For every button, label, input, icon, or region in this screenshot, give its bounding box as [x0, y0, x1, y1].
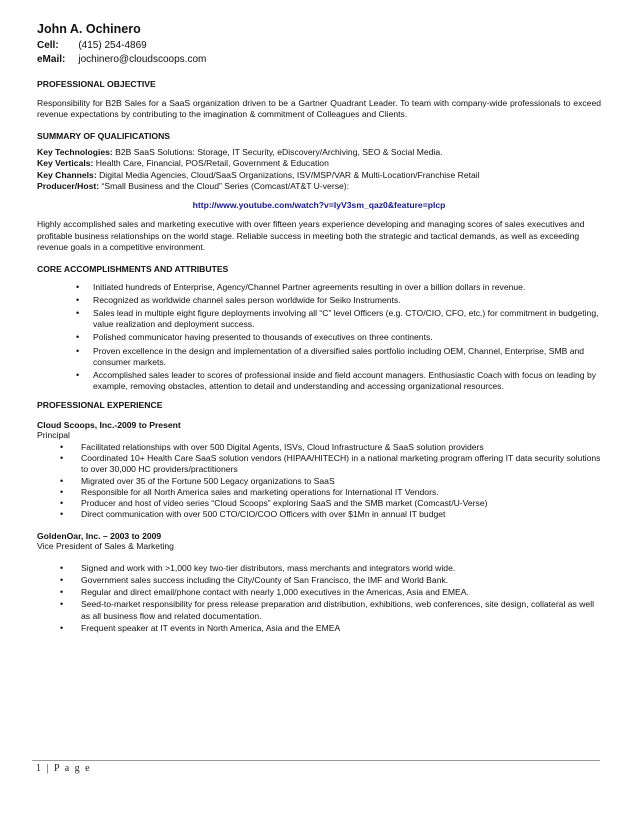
qualification-label: Key Channels: — [37, 169, 97, 180]
objective-text: Responsibility for B2B Sales for a SaaS organization driven to be a Gartner Quadrant Leader. To team with company-wide professionals to exceed revenue expectations by contributing to the imagination & commitment of Colleagues and Clients. — [37, 98, 601, 120]
cell-row — [37, 39, 601, 53]
list-item-text: Producer and host of video series “Cloud Scoops” exploring SaaS and the SMB market (Comcast/U-Verse) — [81, 497, 488, 508]
list-item — [37, 587, 601, 598]
job-company: GoldenOar, Inc. – 2003 to 2009 — [37, 531, 162, 542]
list-item — [37, 332, 601, 343]
job-duties-list — [37, 563, 601, 634]
bullet-icon: • — [60, 622, 64, 633]
list-item — [37, 308, 601, 330]
qualification-row — [37, 147, 601, 158]
bullet-icon: • — [60, 509, 64, 520]
list-item — [37, 370, 601, 392]
job-title: Vice President of Sales & Marketing — [37, 541, 174, 552]
list-item-text: Regular and direct email/phone contact with nearly 1,000 executives in the Americas, Asia and EMEA. — [81, 587, 469, 598]
list-item — [37, 599, 601, 621]
bullet-icon: • — [76, 370, 80, 381]
bullet-icon: • — [60, 497, 64, 508]
page-number-label — [36, 763, 91, 774]
job-entry — [37, 531, 601, 634]
bullet-icon: • — [76, 281, 80, 292]
candidate-name: John A. Ochinero — [37, 22, 141, 36]
qualification-row — [37, 170, 601, 181]
list-item-text: Signed and work with >1,000 key two-tier distributors, mass merchants and integrators world wide. — [81, 562, 456, 573]
objective-heading: PROFESSIONAL OBJECTIVE — [37, 79, 156, 89]
bullet-icon: • — [76, 332, 80, 343]
bullet-icon: • — [76, 294, 80, 305]
list-item-text: Recognized as worldwide channel sales person worldwide for Seiko Instruments. — [93, 294, 401, 305]
list-item — [37, 575, 601, 586]
list-item — [37, 476, 601, 487]
cell-value: (415) 254-4869 — [78, 40, 147, 51]
qualification-value: Health Care, Financial, POS/Retail, Government & Education — [95, 158, 329, 169]
list-item-text: Frequent speaker at IT events in North America, Asia and the EMEA — [81, 622, 341, 633]
summary-text: Highly accomplished sales and marketing executive with over fifteen years experience developing and managing scores of sales executives and profitable business relationships on the world stage. Reliable success in meeting both the strategic and tactical demands, as well as exceeding revenue goals in a competitive environment. — [37, 219, 585, 253]
qualification-label: Key Verticals: — [37, 158, 94, 169]
qualification-label: Producer/Host: — [37, 181, 100, 192]
bullet-icon: • — [60, 486, 64, 497]
cell-label: Cell: — [37, 40, 59, 51]
accomplishments-list — [37, 282, 601, 393]
qualification-value: Digital Media Agencies, Cloud/SaaS Organizations, ISV/MSP/VAR & Multi-Location/Franchise Retail — [99, 169, 480, 180]
list-item-text: Seed-to-market responsibility for press release preparation and distribution, exhibitions, web conferences, site design, collateral as well as all business flow and related documentation. — [81, 599, 595, 621]
list-item — [37, 487, 601, 498]
job-duties-list — [37, 442, 601, 520]
list-item-text: Sales lead in multiple eight figure deployments involving all “C” level Officers (e.g. CTO/CIO, CFO, etc.) for commitment in budgeting, value realization and deployment success. — [93, 308, 599, 330]
bullet-icon: • — [76, 308, 80, 319]
qualification-value: “Small Business and the Cloud” Series (Comcast/AT&T U-verse): — [101, 181, 350, 192]
list-item-text: Responsible for all North America sales and marketing operations for International IT Vendors. — [81, 486, 439, 497]
resume-page — [37, 22, 601, 635]
email-row — [37, 53, 601, 67]
job-entry — [37, 420, 601, 520]
job-title: Principal — [37, 430, 70, 441]
list-item-text: Polished communicator having presented to thousands of executives on three continents. — [93, 332, 433, 343]
bullet-icon: • — [60, 453, 64, 464]
footer-rule — [32, 760, 600, 761]
list-item-text: Proven excellence in the design and implementation of a diversified sales portfolio including OEM, Channel, Enterprise, SMB and consumer markets. — [93, 345, 585, 367]
list-item — [37, 623, 601, 634]
qualifications-list — [37, 147, 601, 193]
bullet-icon: • — [60, 562, 64, 573]
list-item-text: Accomplished sales leader to scores of professional inside and field account managers. Enthusiastic Coach with focus on leading by example, removing obstacles, attention to detail and understanding and accessing organizational resources. — [93, 370, 597, 392]
list-item — [37, 295, 601, 306]
list-item — [37, 453, 601, 475]
list-item — [37, 346, 601, 368]
list-item-text: Government sales success including the City/County of San Francisco, the IMF and World Bank. — [81, 574, 449, 585]
qualifications-heading: SUMMARY OF QUALIFICATIONS — [37, 130, 171, 141]
list-item — [37, 563, 601, 574]
qualification-row — [37, 181, 601, 192]
list-item-text: Coordinated 10+ Health Care SaaS solution vendors (HIPAA/HITECH) in a national marketing program offering IT data security solutions to over 30,000 HC providers/practitioners — [81, 453, 601, 475]
qualification-label: Key Technologies: — [37, 146, 113, 157]
list-item-text: Facilitated relationships with over 500 Digital Agents, ISVs, Cloud Infrastructure & SaaS solution providers — [81, 441, 484, 452]
page-number: 1 — [36, 763, 43, 774]
contact-block — [37, 39, 601, 67]
list-item-text: Migrated over 35 of the Fortune 500 Legacy organizations to SaaS — [81, 475, 335, 486]
bullet-icon: • — [60, 441, 64, 452]
email-label: eMail: — [37, 54, 66, 65]
list-item — [37, 442, 601, 453]
list-item — [37, 509, 601, 520]
qualification-row — [37, 158, 601, 169]
bullet-icon: • — [60, 599, 64, 610]
accomplishments-heading: CORE ACCOMPLISHMENTS AND ATTRIBUTES — [37, 263, 229, 274]
bullet-icon: • — [60, 475, 64, 486]
list-item — [37, 498, 601, 509]
list-item — [37, 282, 601, 293]
job-company: Cloud Scoops, Inc.-2009 to Present — [37, 420, 181, 431]
email-value: jochinero@cloudscoops.com — [78, 54, 207, 65]
page-word: | P a g e — [46, 763, 92, 774]
youtube-link[interactable]: http://www.youtube.com/watch?v=lyV3sm_qaz0&feature=plcp — [192, 200, 446, 211]
list-item-text: Direct communication with over 500 CTO/CIO/COO Officers with over $1Mn in annual IT budget — [81, 509, 446, 520]
qualification-value: B2B SaaS Solutions: Storage, IT Security, eDiscovery/Archiving, SEO & Social Media. — [115, 146, 443, 157]
bullet-icon: • — [60, 574, 64, 585]
list-item-text: Initiated hundreds of Enterprise, Agency/Channel Partner agreements resulting in over a billion dollars in revenue. — [93, 281, 526, 292]
bullet-icon: • — [76, 345, 80, 356]
bullet-icon: • — [60, 587, 64, 598]
experience-heading: PROFESSIONAL EXPERIENCE — [37, 400, 163, 411]
